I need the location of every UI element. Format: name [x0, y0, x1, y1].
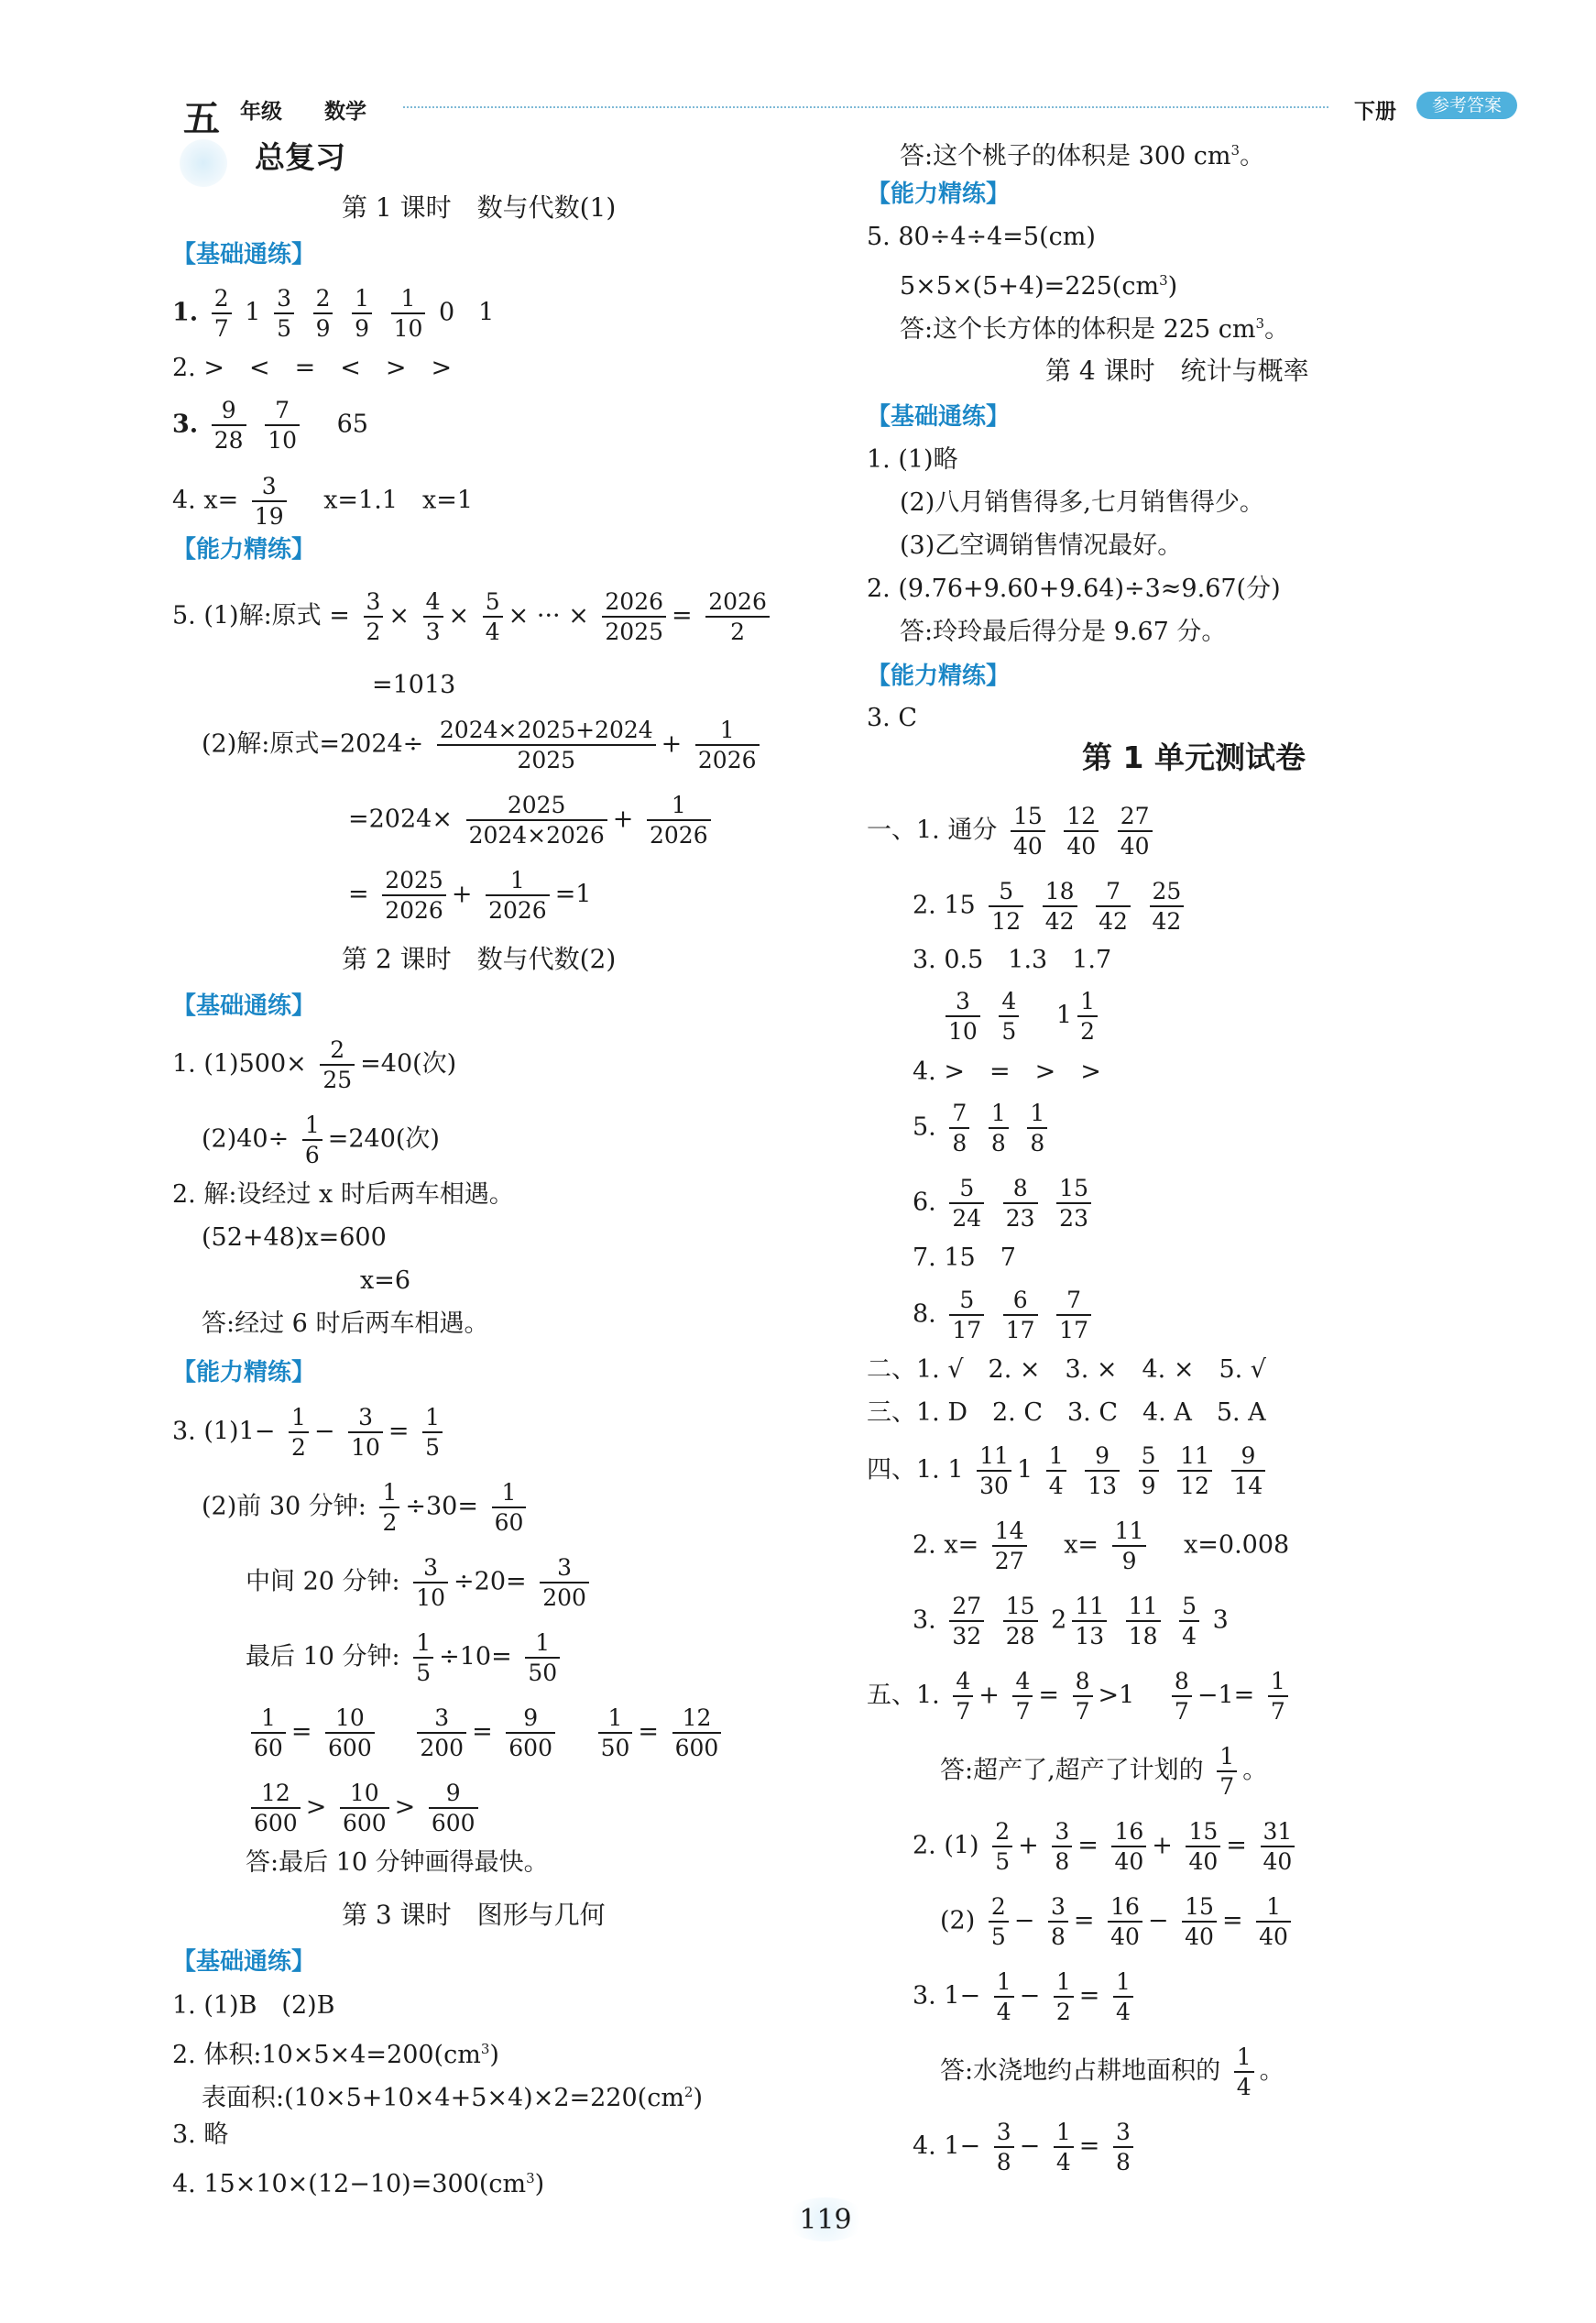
answer-row: 2. > < = < > > — [172, 354, 453, 382]
answer-row: 答:这个桃子的体积是 300 $cm^3$。 — [900, 142, 1265, 170]
answer-row: 答:玲玲最后得分是 9.67 分。 — [900, 618, 1227, 646]
tag-basic: 【基础通练】 — [867, 403, 1011, 431]
lesson-title: 第 1 课时 数与代数(1) — [342, 192, 617, 223]
answer-row: =1013 — [372, 671, 456, 699]
answer-row: (2)解:原式=2024÷ $\frac{2024\times 2025+2024}{2025}$ + $\frac{1}{2026}$ — [202, 718, 765, 772]
answer-row: $\frac{3}{10}$ $\frac{4}{5}$ 1 $\frac{1}{2}$ — [940, 990, 1103, 1043]
answer-row: (52+48)x=600 — [202, 1223, 387, 1252]
answer-row: 4. > = > > — [913, 1057, 1101, 1086]
answer-row: 4. $15\times 10\times(12-10)=300(cm^3)$ — [172, 2170, 545, 2198]
answer-row: 3. (1)1− $\frac{1}{2}$ − $\frac{3}{10}$ = $\frac{1}{5}$ — [172, 1406, 448, 1459]
answer-row: 一、1. 通分 $\frac{15}{40}$ $\frac{12}{40}$ $\frac{27}{40}$ — [867, 805, 1158, 858]
tag-basic: 【基础通练】 — [172, 1948, 316, 1976]
answer-row: 3. $\frac{27}{32}$ $\frac{15}{28}$ 2 $\frac{11}{13}$ $\frac{11}{18}$ $\frac{5}{4}$ 3 — [913, 1593, 1229, 1649]
answer-row: = $\frac{2025}{2026}$ + $\frac{1}{2026}$ =1 — [348, 867, 592, 924]
test-title: 第 1 单元测试卷 — [1082, 740, 1306, 775]
tag-advanced: 【能力精练】 — [867, 181, 1011, 208]
answer-row: 二、1. √ 2. × 3. × 4. × 5. √ — [867, 1355, 1266, 1384]
answer-row: $5\times 5\times(5+4)=225(cm^3)$ — [900, 272, 1178, 301]
lesson-title: 第 3 课时 图形与几何 — [342, 1900, 606, 1930]
lesson-title: 第 2 课时 数与代数(2) — [342, 944, 617, 974]
answer-row: 答:最后 10 分钟画得最快。 — [246, 1848, 549, 1877]
answer-row: 2. (1) $\frac{2}{5}$ + $\frac{3}{8}$ = $\frac{16}{40}$ + $\frac{15}{40}$ = $\frac{31}{40}$ — [913, 1820, 1300, 1873]
answer-row: 表面积$:(10\times 5+10\times 4+5\times 4)\times 2=220(cm^2)$ — [202, 2084, 704, 2112]
answer-row: $\frac{1}{60}$ = $\frac{10}{600}$ $\frac{3}{200}$ = $\frac{9}{600}$ $\frac{1}{50}$ = $\frac{12}{600}$ — [246, 1706, 727, 1759]
volume-label: 下册 — [1354, 100, 1396, 124]
answer-row: (2)前 30 分钟: $\frac{1}{2}$ ÷30= $\frac{1}{60}$ — [202, 1481, 531, 1534]
answer-row: 2. 15 $\frac{5}{12}$ $\frac{18}{42}$ $\frac{7}{42}$ $\frac{25}{42}$ — [913, 880, 1189, 933]
answer-row: 5. $\frac{7}{8}$ $\frac{1}{8}$ $\frac{1}{8}$ — [913, 1101, 1053, 1155]
answer-row: $\frac{12}{600}$ > $\frac{10}{600}$ > $\frac{9}{600}$ — [246, 1781, 484, 1835]
answer-row: 答:超产了,超产了计划的 $\frac{1}{7}$ 。 — [940, 1743, 1268, 1800]
answer-row: 2. (9.76+9.60+9.64)÷3≈9.67(分) — [867, 575, 1281, 603]
answer-row: 8. $\frac{5}{17}$ $\frac{6}{17}$ $\frac{7}{17}$ — [913, 1288, 1097, 1342]
answer-row: 1. (1)B (2)B — [172, 1991, 335, 2020]
answer-row: 中间 20 分钟: $\frac{3}{10}$ ÷20= $\frac{3}{200}$ — [246, 1556, 595, 1609]
answer-row: 4. x= $\frac{3}{19}$ x=1.1 x=1 — [172, 473, 474, 530]
answer-row: 五、1. $\frac{4}{7}$ + $\frac{4}{7}$ = $\frac{8}{7}$ >1 $\frac{8}{7}$ −1= $\frac{1}{7}$ — [867, 1670, 1294, 1723]
answer-row: 4. 1− $\frac{3}{8}$ − $\frac{1}{4}$ = $\frac{3}{8}$ — [913, 2120, 1139, 2174]
section-title: 总复习 — [255, 139, 345, 175]
answer-row: x=6 — [360, 1266, 411, 1295]
answer-row: 5. 80÷4÷4=5(cm) — [867, 223, 1096, 251]
tag-advanced: 【能力精练】 — [172, 1359, 316, 1386]
header-rule — [403, 106, 1328, 108]
answer-row: 1. $\frac{2}{7}$ 1 $\frac{3}{5}$ $\frac{2}{9}$ $\frac{1}{9}$ $\frac{1}{10}$ 0 1 — [172, 285, 495, 342]
answer-row: 3. C — [867, 704, 918, 732]
answer-row: 3. 略 — [172, 2120, 229, 2149]
page-number: 119 — [799, 2204, 852, 2236]
answer-row: 三、1. D 2. C 3. C 4. A 5. A — [867, 1398, 1266, 1427]
answer-row: 1. (1)略 — [867, 445, 958, 474]
answer-row: 3. 0.5 1.3 1.7 — [913, 946, 1112, 974]
answer-row: 3. 1− $\frac{1}{4}$ − $\frac{1}{2}$ = $\frac{1}{4}$ — [913, 1970, 1139, 2023]
title-decoration — [180, 139, 227, 187]
grade-badge: 五 — [183, 98, 220, 140]
tag-advanced: 【能力精练】 — [867, 663, 1011, 690]
answer-row: 最后 10 分钟: $\frac{1}{5}$ ÷10= $\frac{1}{50}$ — [246, 1631, 565, 1684]
answer-row: 2. 体积$:10\times 5\times 4=200(cm^3)$ — [172, 2041, 499, 2069]
answer-row: (2)40÷ $\frac{1}{6}$ =240(次) — [202, 1112, 440, 1168]
grade-label: 年级 — [240, 100, 282, 124]
answer-row: 答:这个长方体的体积是 225 $cm^3$。 — [900, 315, 1290, 344]
subject-label: 数学 — [324, 100, 366, 124]
answer-row: 答:水浇地约占耕地面积的 $\frac{1}{4}$ 。 — [940, 2044, 1284, 2100]
answer-row: (3)乙空调销售情况最好。 — [900, 531, 1183, 560]
answer-row: 2. 解:设经过 x 时后两车相遇。 — [172, 1180, 514, 1209]
answer-row: 答:经过 6 时后两车相遇。 — [202, 1309, 489, 1338]
answer-row: (2)八月销售得多,七月销售得少。 — [900, 488, 1264, 517]
answer-badge: 参考答案 — [1416, 92, 1517, 119]
tag-basic: 【基础通练】 — [172, 992, 316, 1020]
answer-row: 3. $\frac{9}{28}$ $\frac{7}{10}$ 65 — [172, 397, 368, 454]
tag-basic: 【基础通练】 — [172, 241, 316, 268]
answer-row: 四、1. 1 $\frac{11}{30}$ 1 $\frac{1}{4}$ $\frac{9}{13}$ $\frac{5}{9}$ $\frac{11}{12}$ $\frac{9}{14}$ — [867, 1444, 1271, 1497]
answer-row: 5. (1)解:原式 = $\frac{3}{2}$ × $\frac{4}{3}$ × $\frac{5}{4}$ × ··· × $\frac{2026}{2025}$ = $\frac{2026}{2}$ — [172, 590, 775, 643]
lesson-title: 第 4 课时 统计与概率 — [1045, 356, 1309, 386]
answer-row: =2024× $\frac{2025}{2024\times 2026}$ + $\frac{1}{2026}$ — [348, 794, 716, 847]
answer-row: 7. 15 7 — [913, 1244, 1016, 1272]
answer-row: 6. $\frac{5}{24}$ $\frac{8}{23}$ $\frac{15}{23}$ — [913, 1177, 1097, 1230]
tag-advanced: 【能力精练】 — [172, 536, 316, 564]
answer-row: 1. (1)500× $\frac{2}{25}$ =40(次) — [172, 1036, 457, 1093]
answer-row: (2) $\frac{2}{5}$ − $\frac{3}{8}$ = $\frac{16}{40}$ − $\frac{15}{40}$ = $\frac{1}{40}$ — [940, 1895, 1296, 1948]
answer-row: 2. x= $\frac{14}{27}$ x= $\frac{11}{9}$ x=0.008 — [913, 1518, 1290, 1574]
